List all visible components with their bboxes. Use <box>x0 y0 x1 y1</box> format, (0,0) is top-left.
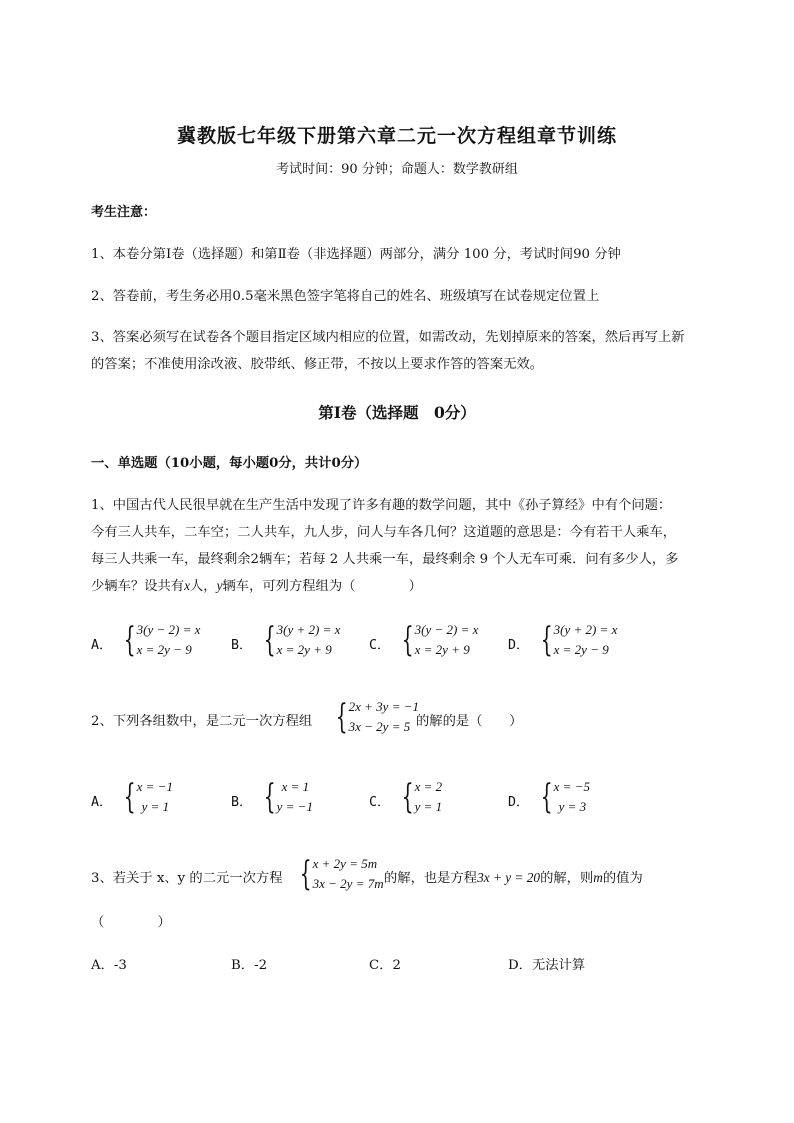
q2-option-c-label[interactable]: C． <box>369 795 391 810</box>
q3-option-a[interactable] <box>91 954 127 973</box>
q3-stem-line <box>384 867 643 886</box>
q2-option-b-label[interactable]: B． <box>231 795 253 810</box>
q3-option-a-label: A． <box>91 958 114 973</box>
q3-system <box>290 854 384 894</box>
q2-option-c-eq2: y = 1 <box>414 799 443 814</box>
q1-option-a-system[interactable] <box>114 620 200 660</box>
q3-eq2: 3x − 2y = 7m <box>312 876 384 891</box>
notice-item-3-line-1: 3、答案必须写在试卷各个题目指定区域内相应的位置，如需改动，先划掉原来的答案，然后再写上新 <box>91 330 685 345</box>
q2-option-a-eq2: y = 1 <box>141 799 170 814</box>
notice-item-1: 1、本卷分第Ⅰ卷（选择题）和第Ⅱ卷（非选择题）两部分，满分 100 分，考试时间90 分钟 <box>91 247 621 262</box>
q1-option-d-label[interactable]: D． <box>508 638 530 653</box>
q2-eq1: 2x + 3y = −1 <box>348 699 419 714</box>
q1-option-d-eq1: 3(y + 2) = x <box>553 622 618 637</box>
q1-line-4-text-b: 人， <box>189 579 217 594</box>
q2-option-a-eq1: x = −1 <box>136 779 173 794</box>
q1-line-2: 今有三人共车，二车空；二人共车，九人步，问人与车各几何？这道题的意思是：今有若干人乘车， <box>91 525 677 540</box>
q1-line-3: 每三人共乘一车，最终剩余2辆车；若每 2 人共乘一车，最终剩余 9 个人无车可乘．问有多少人，多 <box>91 552 679 567</box>
q1-option-a-eq1: 3(y − 2) = x <box>136 622 201 637</box>
q1-line-4-text-c: 辆车，可列方程组为（ ） <box>222 579 422 594</box>
notice-item-2: 2、答卷前，考生务必用0.5毫米黑色签字笔将自己的姓名、班级填写在试卷规定位置上 <box>91 289 600 304</box>
brace-icon: { <box>263 620 276 660</box>
brace-icon: { <box>540 620 553 660</box>
q1-option-c-label[interactable]: C． <box>369 638 391 653</box>
q3-option-b-text: -2 <box>254 958 268 973</box>
q3-option-a-text: -3 <box>113 958 127 973</box>
brace-icon: { <box>123 620 136 660</box>
q3-option-c-label: C． <box>369 958 393 973</box>
q1-var-y: y <box>216 578 223 593</box>
q3-option-b[interactable] <box>231 954 267 973</box>
part-heading: 一、单选题（10小题，每小题0分，共计0分） <box>91 456 368 471</box>
brace-icon: { <box>540 777 553 817</box>
q3-option-b-label: B． <box>231 958 255 973</box>
q1-var-x: x <box>184 578 190 593</box>
brace-icon: { <box>335 697 348 737</box>
q3-option-d[interactable] <box>508 954 585 973</box>
q3-eq3: 3x + y = 20 <box>477 870 541 885</box>
q3-stem-d: 的值为 <box>602 871 643 886</box>
brace-icon: { <box>299 854 312 894</box>
q2-option-d-system[interactable] <box>531 777 590 817</box>
q2-option-d-label[interactable]: D． <box>508 795 530 810</box>
q1-line-4-text-a: 少辆车？设共有 <box>91 579 185 594</box>
brace-icon: { <box>123 777 136 817</box>
q2-option-c-eq1: x = 2 <box>414 779 443 794</box>
notice-item-3-line-2: 的答案；不准使用涂改液、胶带纸、修正带，不按以上要求作答的答案无效。 <box>91 357 544 372</box>
q2-option-a-system[interactable] <box>114 777 173 817</box>
q1-option-c-eq2: x = 2y + 9 <box>414 642 470 657</box>
q1-option-b-system[interactable] <box>254 620 340 660</box>
q2-system <box>326 697 419 737</box>
q3-eq1: x + 2y = 5m <box>312 856 378 871</box>
q1-option-a-eq2: x = 2y − 9 <box>136 642 192 657</box>
q1-option-a-label[interactable]: A． <box>91 638 113 653</box>
q2-option-c-system[interactable] <box>392 777 442 817</box>
q3-var-m: m <box>593 870 603 885</box>
q2-stem-b: 的解的是（ ） <box>416 714 523 729</box>
exam-title: 冀教版七年级下册第六章二元一次方程组章节训练 <box>176 125 617 147</box>
q1-option-d-eq2: x = 2y − 9 <box>553 642 609 657</box>
q1-option-d-system[interactable] <box>531 620 617 660</box>
q1-option-b-eq2: x = 2y + 9 <box>276 642 332 657</box>
q2-option-a-label[interactable]: A． <box>91 795 113 810</box>
exam-subtitle: 考试时间：90 分钟；命题人：数学教研组 <box>276 162 518 177</box>
q3-stem-b: 的解，也是方程 <box>384 871 478 886</box>
notice-heading: 考生注意： <box>91 205 157 220</box>
q3-stem-c: 的解，则 <box>540 871 594 886</box>
q1-option-b-eq1: 3(y + 2) = x <box>276 622 341 637</box>
q3-option-d-label: D． <box>508 958 532 973</box>
q1-option-b-label[interactable]: B． <box>231 638 253 653</box>
q3-stem-a: 3、若关于 x、y 的二元一次方程 <box>91 871 283 886</box>
q3-answer-paren: （ ） <box>91 915 171 930</box>
q2-option-d-eq2: y = 3 <box>558 799 587 814</box>
q2-option-b-eq1: x = 1 <box>281 779 310 794</box>
brace-icon: { <box>263 777 276 817</box>
q2-option-d-eq1: x = −5 <box>553 779 590 794</box>
brace-icon: { <box>401 777 414 817</box>
q1-line-1: 1、中国古代人民很早就在生产生活中发现了许多有趣的数学问题，其中《孙子算经》中有个问题： <box>91 498 672 513</box>
q1-line-4 <box>91 575 422 594</box>
section-title: 第Ⅰ卷（选择题 0分） <box>318 403 476 422</box>
q3-option-c[interactable] <box>369 954 401 973</box>
q1-option-c-system[interactable] <box>392 620 478 660</box>
brace-icon: { <box>401 620 414 660</box>
q3-option-d-text: 无法计算 <box>531 958 586 973</box>
q3-option-c-text: 2 <box>392 958 401 973</box>
q2-option-b-eq2: y = −1 <box>276 799 313 814</box>
q2-option-b-system[interactable] <box>254 777 313 817</box>
q2-stem-a: 2、下列各组数中，是二元一次方程组 <box>91 714 313 729</box>
q1-option-c-eq1: 3(y − 2) = x <box>414 622 479 637</box>
q2-eq2: 3x − 2y = 5 <box>348 719 411 734</box>
